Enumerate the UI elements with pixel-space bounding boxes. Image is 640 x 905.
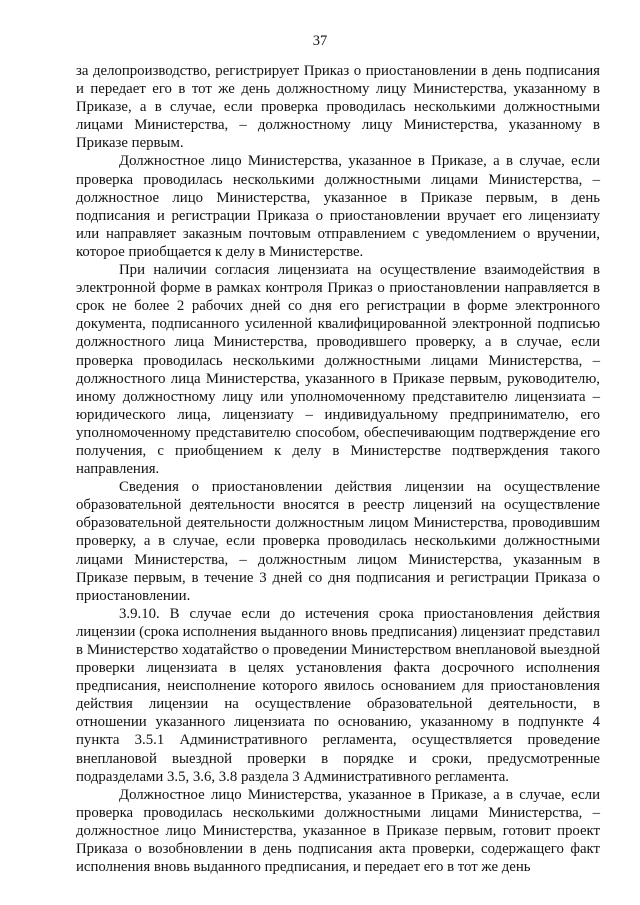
paragraph: Сведения о приостановлении действия лицензии на осуществление образовательной деятельности вносятся в реестр лицензий на осуществление образовательной деятельности должностным лицом Министерства, проводившим проверку, а в случае, если проверка проводилась несколькими должностными лицами Министерства, – должностным лицом Министерства, указанным в Приказе первым, в течение 3 дней со дня подписания и регистрации Приказа о приостановлении.	[76, 479, 600, 604]
page-number: 37	[312, 33, 328, 49]
paragraph: При наличии согласия лицензиата на осуществление взаимодействия в электронной форме в рамках контроля Приказ о приостановлении направляется в срок не более 2 рабочих дней со дня его регистрации в форме электронного документа, подписанного усиленной квалифицированной электронной подписью должностного лица Министерства, проводившего проверку, а в случае, если проверка проводилась несколькими должностными лицами Министерства, – должностного лица Министерства, указанного в Приказе первым, руководителю, иному должностному лицу или уполномоченному представителю лицензиата – юридического лица, лицензиату – индивидуальному предпринимателю, его уполномоченному представителю способом, обеспечивающим подтверждение его получения, с приобщением к делу в Министерстве подтверждения такого направления.	[76, 262, 600, 478]
paragraph: Должностное лицо Министерства, указанное в Приказе, а в случае, если проверка проводилась несколькими должностными лицами Министерства, – должностное лицо Министерства, указанное в Приказе первым, готовит проект Приказа о возобновлении в день подписания акта проверки, содержащего факт исполнения вновь выданного предписания, и передает его в тот же день	[76, 786, 600, 876]
paragraph: Должностное лицо Министерства, указанное в Приказе, а в случае, если проверка проводилась несколькими должностными лицами Министерства, – должностное лицо Министерства, указанное в Приказе первым, в день подписания и регистрации Приказа о приостановлении вручает его лицензиату или направляет заказным почтовым отправлением с уведомлением о вручении, которое приобщается к делу в Министерстве.	[76, 153, 600, 260]
paragraph-section-3-9-10: 3.9.10. В случае если до истечения срока приостановления действия лицензии (срока исполнения выданного вновь предписания) лицензиат представил в Министерство ходатайство о проведении Министерством внеплановой выездной проверки лицензиата в целях установления факта досрочного исполнения предписания, неисполнение которого явилось основанием для приостановления действия лицензии на осуществление образовательной деятельности, в отношении указанного лицензиата по основанию, указанному в подпункте 4 пункта 3.5.1 Административного регламента, осуществляется проведение внеплановой выездной проверки в порядке и сроки, предусмотренные подразделами 3.5, 3.6, 3.8 раздела 3 Административного регламента.	[76, 605, 600, 785]
paragraph-continuation: за делопроизводство, регистрирует Приказ о приостановлении в день подписания и передает его в тот же день должностному лицу Министерства, указанному в Приказе, а в случае, если проверка проводилась несколькими должностными лицами Министерства, – должностному лицу Министерства, указанному в Приказе первым.	[76, 63, 600, 152]
body-text	[76, 62, 600, 876]
